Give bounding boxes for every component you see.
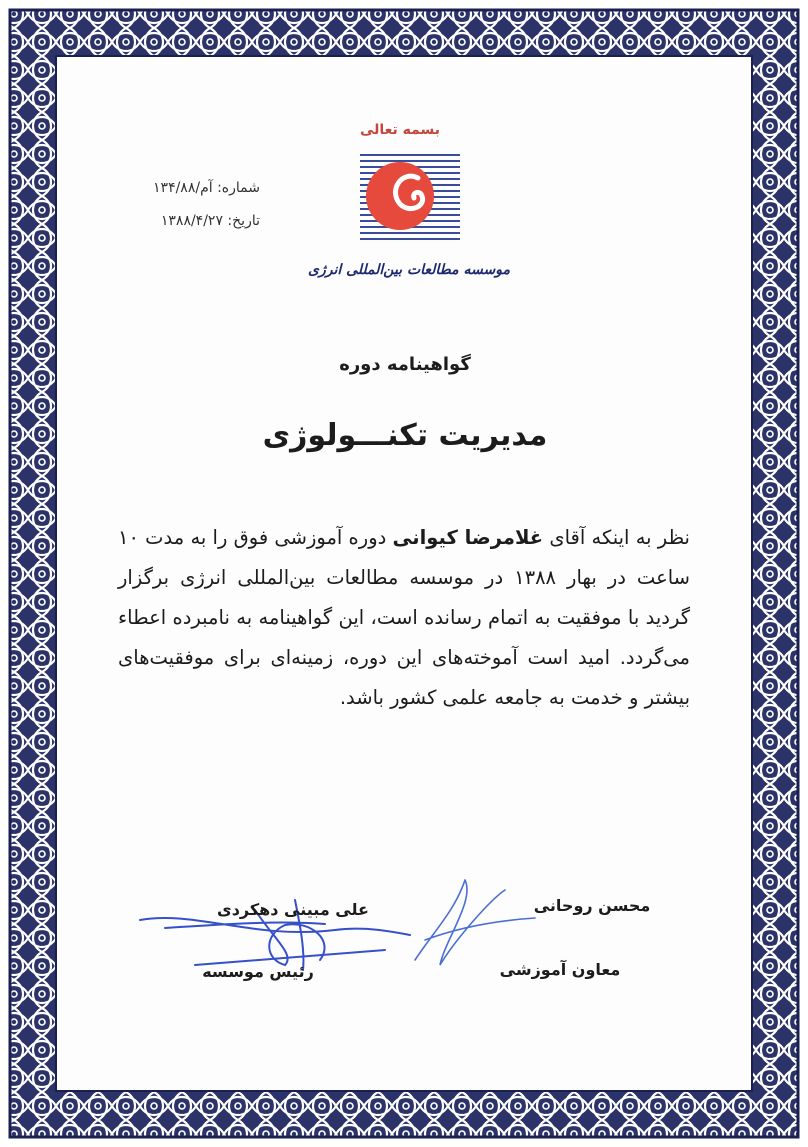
recipient-name: غلامرضا کیوانی [392,526,544,549]
institute-logo [360,152,460,244]
certificate-body [118,518,690,718]
invocation-text: بسمه تعالی [359,122,441,138]
signatory-2-name: علی مبینی دهکردی [217,900,369,919]
body-part-1: نظر به اینکه آقای [543,526,690,549]
reference-number: شماره: آم/۱۳۴/۸۸ [153,180,260,196]
signatory-1-name: محسن روحانی [533,896,651,915]
certificate-type: گواهینامه دوره [339,354,471,375]
course-title: مدیریت تکنـــولوژی [262,418,548,453]
body-part-2: دوره آموزشی فوق را به مدت ۱۰ ساعت در بهار ۱۳۸۸ در موسسه مطالعات بین‌المللی انرژی برگزار گردید با موفقیت به اتمام رسانده است، این گواهینامه به نامبرده اعطاء می‌گردد. امید است آموخته‌های این دوره، زمینه‌ای برای موفقیت‌های بیشتر و خدمت به جامعه علمی کشور باشد. [118,526,690,709]
organization-name: موسسه مطالعات بین‌المللی انرژی [308,262,510,278]
issue-date: تاریخ: ۱۳۸۸/۴/۲۷ [160,213,260,229]
signatory-1-title: معاون آموزشی [499,960,621,979]
signatory-2-title: رئیس موسسه [202,962,314,981]
